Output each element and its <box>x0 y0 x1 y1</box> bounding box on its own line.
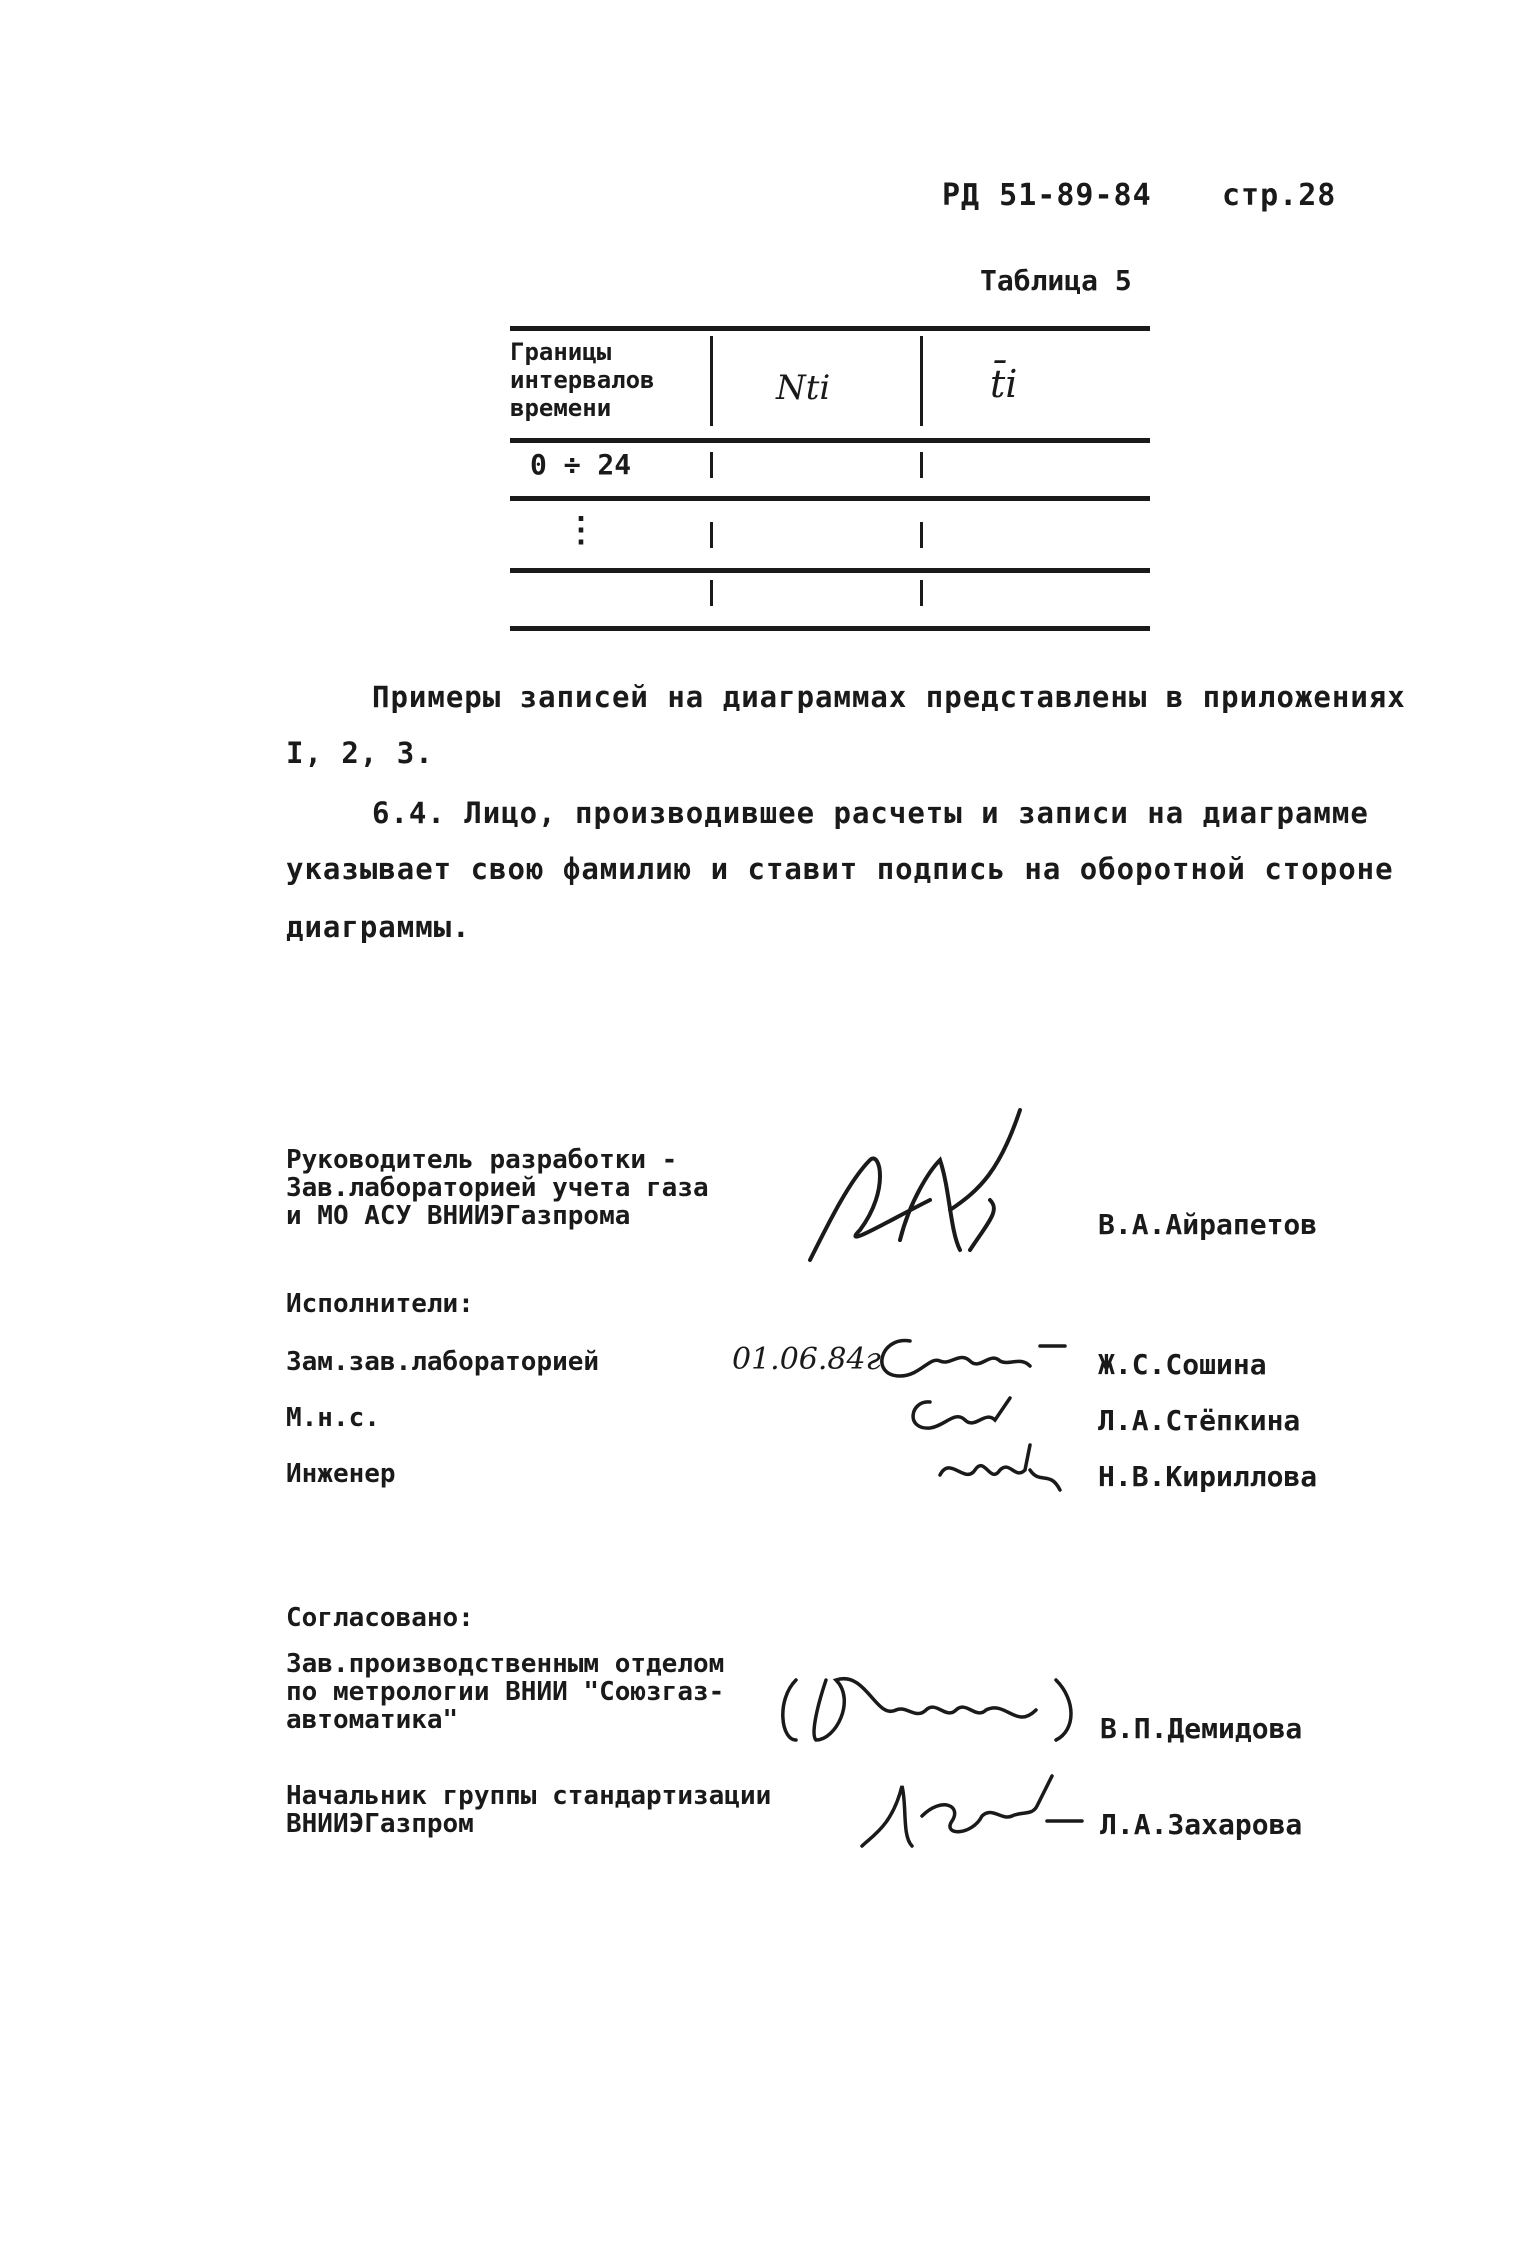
paragraph-line: указывает свою фамилию и ставит подпись на оборотной стороне <box>286 852 1394 886</box>
signature-executor-2 <box>900 1390 1040 1440</box>
title-line: и МО АСУ ВНИИЭГазпрома <box>286 1201 631 1231</box>
executor-role: М.н.с. <box>286 1403 380 1433</box>
table-row2-rule <box>510 568 1150 573</box>
table-header-nti: Nti <box>776 368 831 408</box>
table-header-ti: t̄i <box>990 362 1018 406</box>
executor-date: 01.06.84г <box>732 1342 881 1377</box>
table-top-rule <box>510 326 1150 331</box>
table-bottom-rule <box>510 626 1150 631</box>
table-col-separator <box>710 452 713 478</box>
signature-executor-3 <box>930 1440 1070 1500</box>
table-header-interval-bounds <box>510 338 655 422</box>
title-line: Зав.производственным отделом <box>286 1649 725 1679</box>
executor-role: Инженер <box>286 1459 396 1489</box>
title-line: Начальник группы стандартизации <box>286 1781 772 1811</box>
paragraph-line: 6.4. Лицо, производившее расчеты и записи на диаграмме <box>372 796 1369 830</box>
table-col-separator <box>920 452 923 478</box>
title-line: ВНИИЭГазпром <box>286 1809 474 1839</box>
header-line: времени <box>510 394 612 422</box>
signature-executor-1 <box>870 1326 1070 1386</box>
paragraph-line: Примеры записей на диаграммах представлены в приложениях <box>372 680 1406 714</box>
title-line: по метрологии ВНИИ "Союзгаз- <box>286 1677 725 1707</box>
head-name: В.А.Айрапетов <box>1098 1208 1318 1241</box>
document-code: РД 51-89-84 <box>942 178 1152 213</box>
table-col-separator <box>710 336 713 426</box>
table-col-separator <box>920 522 923 548</box>
signature-agreed-1 <box>776 1660 1096 1750</box>
signature-head <box>800 1100 1040 1280</box>
title-line: автоматика" <box>286 1705 459 1735</box>
table-col-separator <box>710 522 713 548</box>
agreed-label: Согласовано: <box>286 1603 474 1633</box>
agreed-name: В.П.Демидова <box>1100 1712 1303 1745</box>
table-cell: 0 ÷ 24 <box>530 448 632 481</box>
table-cell: ⋮ <box>564 510 598 550</box>
head-title <box>286 1146 709 1230</box>
page-number: стр.28 <box>1222 178 1337 213</box>
agreed-title <box>286 1650 724 1734</box>
paragraph-line: I, 2, 3. <box>286 736 434 770</box>
executors-label: Исполнители: <box>286 1289 474 1319</box>
executor-role: Зам.зав.лабораторией <box>286 1347 600 1377</box>
table-row1-rule <box>510 496 1150 501</box>
title-line: Руководитель разработки - <box>286 1145 678 1175</box>
table-col-separator <box>920 336 923 426</box>
title-line: Зав.лабораторией учета газа <box>286 1173 709 1203</box>
agreed-title <box>286 1782 771 1838</box>
signature-agreed-2 <box>852 1766 1092 1856</box>
table-header-rule <box>510 438 1150 443</box>
header-line: Границы <box>510 338 612 366</box>
executor-name: Л.А.Стёпкина <box>1098 1404 1301 1437</box>
table-col-separator <box>710 580 713 606</box>
table-col-separator <box>920 580 923 606</box>
executor-name: Н.В.Кириллова <box>1098 1460 1318 1493</box>
table-caption: Таблица 5 <box>980 264 1132 297</box>
agreed-name: Л.А.Захарова <box>1100 1808 1303 1841</box>
executor-name: Ж.С.Сошина <box>1098 1348 1267 1381</box>
paragraph-line: диаграммы. <box>286 910 471 944</box>
header-line: интервалов <box>510 366 655 394</box>
